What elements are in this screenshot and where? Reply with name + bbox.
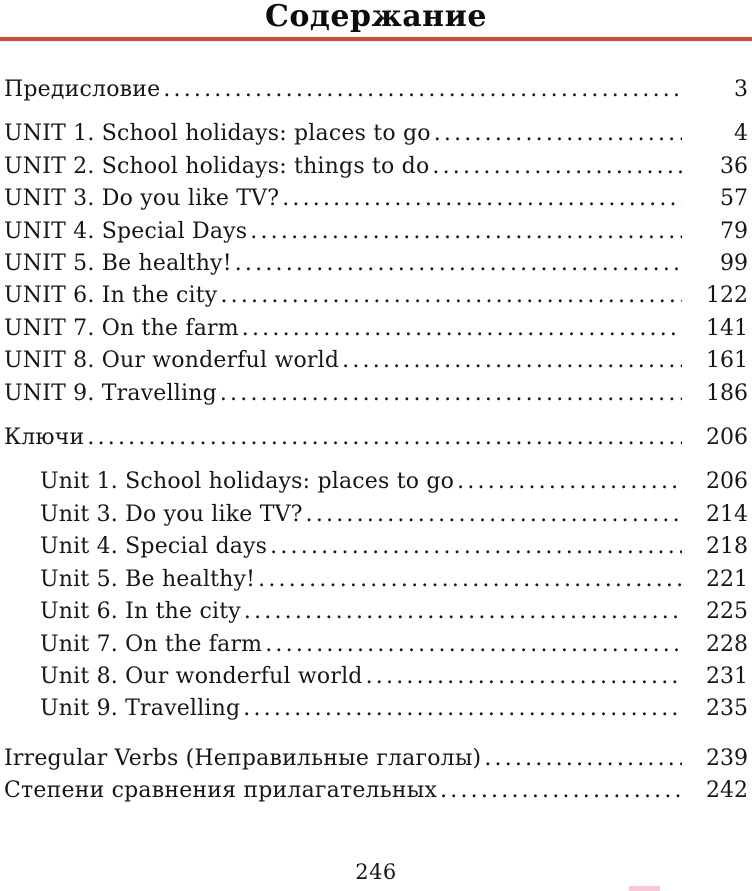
- toc-entry-page: 218: [706, 534, 748, 560]
- toc-entry: [4, 661, 748, 693]
- dot-leader: [484, 743, 682, 775]
- toc-entry: [4, 564, 748, 596]
- dot-leader: [235, 248, 682, 280]
- toc-entry-label: UNIT 1. School holidays: places to go: [4, 121, 431, 147]
- toc-entry-page: 141: [706, 315, 748, 341]
- dot-leader: [244, 596, 682, 628]
- toc-entry-label: Unit 9. Travelling: [40, 696, 241, 722]
- toc-entry: [4, 378, 748, 410]
- dot-leader: [220, 280, 682, 312]
- toc-entry-label: UNIT 2. School holidays: things to do: [4, 153, 430, 179]
- dot-leader: [457, 466, 682, 498]
- dot-leader: [163, 74, 682, 106]
- toc-entry-page: 214: [706, 501, 748, 527]
- toc-list: [4, 74, 748, 808]
- toc-entry-page: 242: [706, 778, 748, 804]
- dot-leader: [366, 661, 682, 693]
- toc-entry-label: UNIT 3. Do you like TV?: [4, 186, 280, 212]
- dot-leader: [282, 183, 682, 215]
- title-rule: [0, 37, 752, 41]
- toc-entry-label: UNIT 7. On the farm: [4, 315, 239, 341]
- toc-entry-page: 4: [734, 121, 748, 147]
- toc-entry-label: Irregular Verbs (Неправильные глаголы): [4, 745, 482, 771]
- dot-leader: [242, 313, 682, 345]
- toc-entry: [4, 118, 748, 150]
- toc-entry: [4, 693, 748, 725]
- toc-entry: [4, 313, 748, 345]
- toc-entry-label: Ключи: [4, 425, 85, 451]
- toc-entry-page: 235: [706, 696, 748, 722]
- toc-entry-page: 122: [706, 283, 748, 309]
- dot-leader: [342, 345, 682, 377]
- footer-page-number: 246: [355, 860, 397, 884]
- toc-entry-page: 231: [706, 663, 748, 689]
- dot-leader: [258, 564, 682, 596]
- dot-leader: [440, 775, 682, 807]
- toc-entry: [4, 74, 748, 106]
- toc-entry: [4, 216, 748, 248]
- toc-entry-label: Предисловие: [4, 77, 161, 102]
- toc-entry-label: Unit 3. Do you like TV?: [40, 501, 303, 527]
- toc-entry: [4, 499, 748, 531]
- toc-entry: [4, 743, 748, 775]
- toc-entry: [4, 422, 748, 454]
- toc-entry-label: UNIT 4. Special Days: [4, 218, 248, 244]
- toc-entry-label: Unit 5. Be healthy!: [40, 566, 256, 592]
- toc-entry-page: 228: [706, 631, 748, 657]
- toc-entry-page: 186: [706, 380, 748, 406]
- toc-entry-page: 206: [706, 425, 748, 451]
- toc-entry-label: Степени сравнения прилагательных: [4, 778, 438, 804]
- toc-entry-page: 161: [706, 348, 748, 374]
- toc-entry: [4, 531, 748, 563]
- toc-entry-page: 57: [720, 186, 748, 212]
- toc-entry-label: Unit 4. Special days: [40, 534, 268, 560]
- toc-entry: [4, 775, 748, 807]
- page-title: Содержание: [265, 0, 487, 34]
- toc-entry: [4, 151, 748, 183]
- dot-leader: [432, 151, 682, 183]
- toc-entry-label: Unit 1. School holidays: places to go: [40, 469, 455, 495]
- toc-entry-label: UNIT 6. In the city: [4, 283, 218, 309]
- dot-leader: [243, 693, 682, 725]
- toc-entry: [4, 280, 748, 312]
- dot-leader: [220, 378, 682, 410]
- toc-entry-label: Unit 7. On the farm: [40, 631, 263, 657]
- toc-entry-page: 36: [720, 153, 748, 179]
- toc-entry-page: 225: [706, 599, 748, 625]
- toc-entry: [4, 183, 748, 215]
- toc-entry: [4, 466, 748, 498]
- toc-entry-label: UNIT 5. Be healthy!: [4, 251, 232, 277]
- toc-entry-page: 99: [720, 251, 748, 277]
- toc-entry: [4, 629, 748, 661]
- toc-entry: [4, 596, 748, 628]
- toc-entry: [4, 248, 748, 280]
- dot-leader: [434, 118, 682, 150]
- toc-entry-label: UNIT 9. Travelling: [4, 380, 217, 406]
- toc-entry-page: 221: [706, 566, 748, 592]
- dot-leader: [265, 629, 682, 661]
- dot-leader: [250, 216, 682, 248]
- toc-entry-page: 3: [734, 77, 748, 102]
- dot-leader: [87, 422, 682, 454]
- toc-entry-page: 206: [706, 469, 748, 495]
- toc-entry-label: Unit 6. In the city: [40, 599, 241, 625]
- toc-entry-page: 239: [706, 745, 748, 771]
- dot-leader: [306, 499, 682, 531]
- toc-entry-page: 79: [720, 218, 748, 244]
- toc-entry: [4, 345, 748, 377]
- dot-leader: [270, 531, 682, 563]
- toc-entry-label: Unit 8. Our wonderful world: [40, 663, 363, 689]
- toc-entry-label: UNIT 8. Our wonderful world: [4, 348, 340, 374]
- pink-mark: [629, 886, 660, 891]
